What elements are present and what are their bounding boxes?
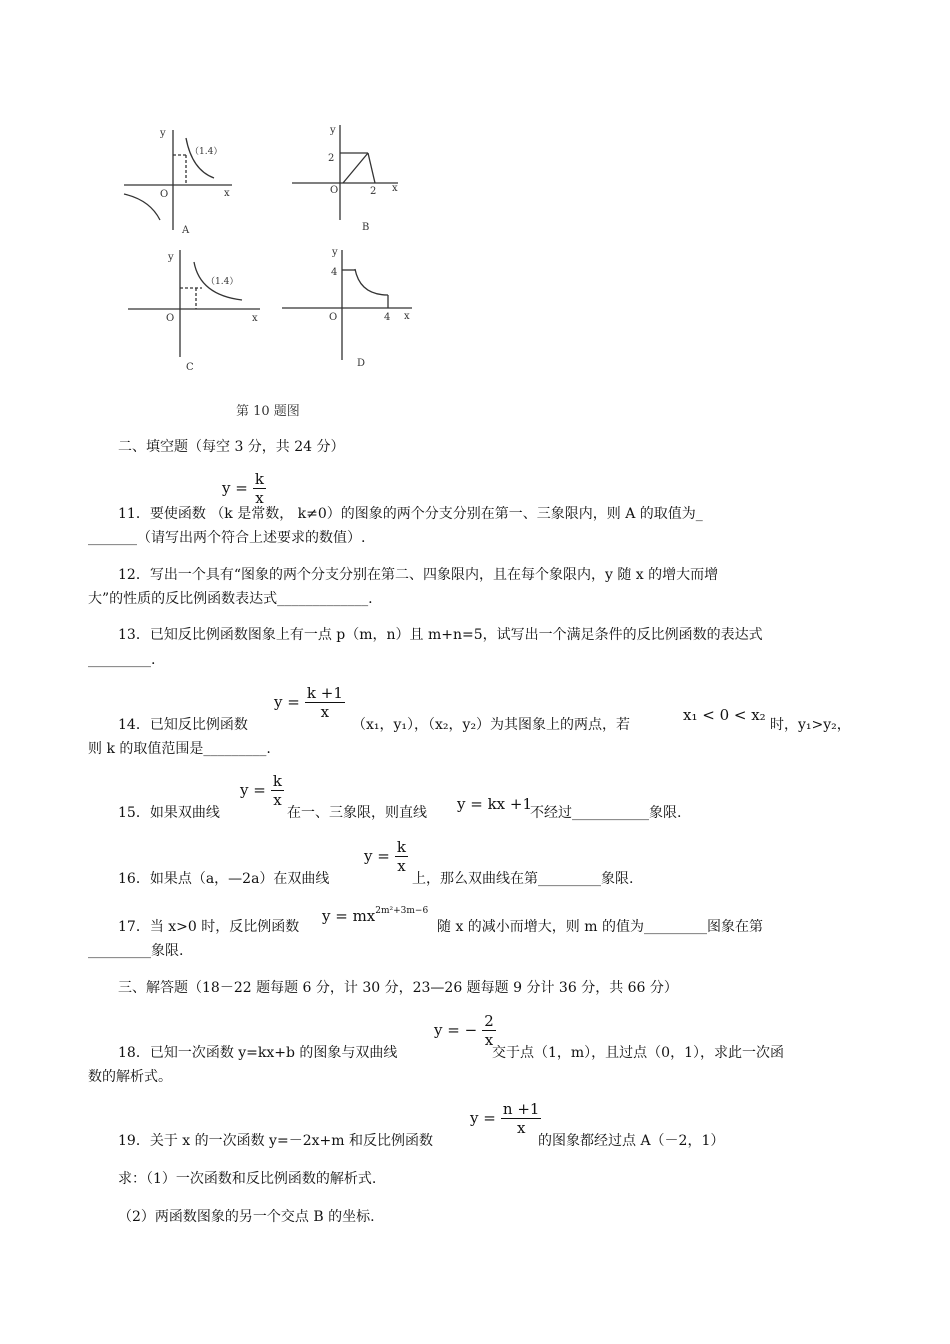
panel-b-origin: O	[330, 185, 339, 196]
figure-caption: 第 10 题图	[236, 404, 300, 419]
panel-c-y-label: y	[168, 252, 174, 263]
panel-a-point: （1.4）	[190, 147, 223, 157]
q14-text-b: （x₁，y₁），（x₂，y₂）为其图象上的两点，若	[352, 717, 631, 733]
q17-formula-main: y = mx	[322, 907, 376, 925]
panel-d	[282, 250, 412, 360]
q14-line2: 则 k 的取值范围是_________.	[88, 741, 271, 757]
panel-a-origin: O	[160, 189, 169, 200]
q19-denominator: x	[516, 1119, 526, 1137]
panel-a-y-label: y	[160, 128, 166, 139]
q15-text-a: 15．如果双曲线	[118, 805, 220, 821]
q11-line1: 11．要使函数 （k 是常数， k≠0）的图象的两个分支分别在第一、三象限内，则 A 的取值为_	[118, 506, 703, 522]
q16-text-a: 16．如果点（a，—2a）在双曲线	[118, 871, 330, 887]
q19-formula	[470, 1100, 541, 1137]
q18-numerator: 2	[484, 1012, 494, 1030]
panel-c	[128, 250, 260, 357]
q15-formula	[240, 772, 284, 809]
panel-b-tick-y: 2	[328, 153, 335, 164]
q17-text-b: 随 x 的减小而增大，则 m 的值为_________图象在第	[437, 919, 763, 935]
panel-d-x-label: x	[404, 311, 410, 322]
q13-line2: _________.	[88, 652, 156, 668]
q16-numerator: k	[396, 838, 406, 856]
section3-title: 三、解答题（18－22 题每题 6 分，计 30 分，23—26 题每题 9 分计 36 分，共 66 分）	[118, 980, 678, 996]
q14-denominator: x	[320, 703, 330, 721]
q12-line1: 12．写出一个具有“图象的两个分支分别在第二、四象限内，且在每个象限内，y 随 x 的增大而增	[118, 567, 719, 583]
q17-formula	[322, 906, 428, 925]
panel-b-x-label: x	[392, 183, 398, 194]
panel-b-label: B	[362, 222, 370, 233]
q16-denominator: x	[397, 857, 406, 875]
q16-formula	[364, 838, 408, 875]
q19-text-b: 的图象都经过点 A（－2，1）	[538, 1133, 725, 1149]
q19-fraction	[501, 1100, 542, 1137]
section2-title: 二、填空题（每空 3 分，共 24 分）	[118, 439, 345, 455]
q11-numerator: k	[254, 470, 264, 488]
panel-c-origin: O	[166, 313, 175, 324]
panel-d-origin: O	[329, 312, 338, 323]
q11-denominator: x	[255, 489, 264, 507]
q19-line2: 求：（1）一次函数和反比例函数的解析式.	[118, 1171, 377, 1187]
panel-d-tick-x: 4	[384, 312, 391, 323]
q18-text-b: 交于点（1，m），且过点（0，1），求此一次函	[492, 1045, 784, 1061]
panel-b-y-label: y	[330, 125, 336, 136]
q13-line1: 13．已知反比例函数图象上有一点 p（m，n）且 m+n=5，试写出一个满足条件的反比例函数的表达式	[118, 627, 763, 643]
q17-line2: _________象限.	[88, 943, 184, 959]
panel-c-label: C	[186, 362, 194, 373]
q14-numerator: k +1	[306, 684, 343, 702]
panel-b	[292, 125, 398, 220]
panel-d-tick-y: 4	[331, 267, 338, 278]
panel-d-label: D	[357, 358, 366, 369]
q11-line2: _______（请写出两个符合上述要求的数值）.	[88, 530, 366, 546]
q14-condition: x₁ < 0 < x₂	[683, 706, 766, 724]
q15-text-b: 在一、三象限，则直线	[287, 805, 427, 821]
panel-a-label: A	[182, 225, 190, 236]
q18-text-a: 18．已知一次函数 y=kx+b 的图象与双曲线	[118, 1045, 398, 1061]
q16-text-b: 上，那么双曲线在第_________象限.	[412, 871, 634, 887]
q15-fraction	[271, 772, 284, 809]
q19-formula-lhs: y =	[470, 1109, 496, 1127]
q17-exponent: 2m²+3m−6	[375, 906, 429, 916]
q14-text-a: 14．已知反比例函数	[118, 717, 248, 733]
panel-a-x-label: x	[224, 188, 230, 199]
q14-formula-lhs: y =	[274, 693, 300, 711]
q16-fraction	[395, 838, 408, 875]
q14-formula	[274, 684, 345, 721]
q15-line-formula: y = kx +1	[457, 795, 533, 813]
panel-d-y-label: y	[332, 247, 338, 258]
q18-formula	[434, 1012, 496, 1049]
panel-a	[124, 130, 232, 230]
q15-numerator: k	[272, 772, 282, 790]
q19-text-a: 19．关于 x 的一次函数 y=－2x+m 和反比例函数	[118, 1133, 433, 1149]
q19-numerator: n +1	[502, 1100, 540, 1118]
panel-c-point: （1.4）	[206, 277, 239, 287]
q11-formula	[222, 470, 266, 507]
q11-formula-lhs: y =	[222, 479, 248, 497]
q17-text-a: 17．当 x>0 时，反比例函数	[118, 919, 300, 935]
q15-text-c: 不经过___________象限.	[530, 805, 682, 821]
q18-formula-lhs: y = −	[434, 1021, 478, 1039]
q16-formula-lhs: y =	[364, 847, 390, 865]
q12-line2: 大”的性质的反比例函数表达式_____________.	[88, 591, 373, 607]
figure-q10	[110, 110, 430, 380]
q18-denominator: x	[484, 1031, 494, 1049]
q14-fraction	[305, 684, 345, 721]
graph-panels	[110, 110, 430, 380]
q15-formula-lhs: y =	[240, 781, 266, 799]
q18-line2: 数的解析式。	[88, 1069, 172, 1085]
q14-text-c: 时，y₁>y₂，	[770, 717, 851, 733]
panel-c-x-label: x	[252, 313, 258, 324]
q19-line3: （2）两函数图象的另一个交点 B 的坐标.	[118, 1209, 375, 1225]
q11-fraction	[253, 470, 266, 507]
q15-denominator: x	[273, 791, 282, 809]
panel-b-tick-x: 2	[370, 186, 377, 197]
